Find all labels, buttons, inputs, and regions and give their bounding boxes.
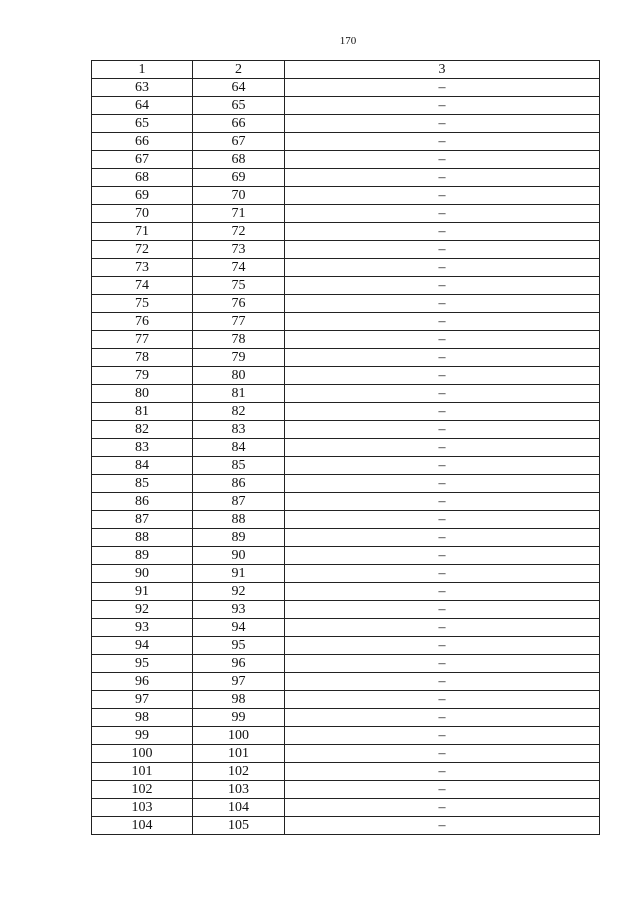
table-cell: 96 bbox=[193, 655, 285, 673]
table-cell: 66 bbox=[92, 133, 193, 151]
column-header: 1 bbox=[92, 61, 193, 79]
table-cell: – bbox=[285, 565, 600, 583]
table-cell: 105 bbox=[193, 817, 285, 835]
table-cell: 92 bbox=[92, 601, 193, 619]
table-cell: 83 bbox=[92, 439, 193, 457]
table-row bbox=[92, 457, 600, 475]
table-cell: 96 bbox=[92, 673, 193, 691]
table-cell: 90 bbox=[92, 565, 193, 583]
table-cell: 95 bbox=[193, 637, 285, 655]
table-cell: 80 bbox=[193, 367, 285, 385]
table-cell: – bbox=[285, 457, 600, 475]
table-cell: – bbox=[285, 817, 600, 835]
table-cell: 69 bbox=[92, 187, 193, 205]
table-row bbox=[92, 727, 600, 745]
table-cell: 82 bbox=[92, 421, 193, 439]
table-cell: – bbox=[285, 799, 600, 817]
table-cell: 79 bbox=[193, 349, 285, 367]
table-cell: 65 bbox=[193, 97, 285, 115]
table-row bbox=[92, 745, 600, 763]
table-cell: 90 bbox=[193, 547, 285, 565]
table-cell: 86 bbox=[193, 475, 285, 493]
table-cell: 72 bbox=[92, 241, 193, 259]
table-cell: – bbox=[285, 97, 600, 115]
table-cell: 97 bbox=[92, 691, 193, 709]
table-cell: 81 bbox=[193, 385, 285, 403]
table-cell: 93 bbox=[193, 601, 285, 619]
table-cell: 69 bbox=[193, 169, 285, 187]
table-cell: – bbox=[285, 151, 600, 169]
table-row bbox=[92, 187, 600, 205]
table-cell: – bbox=[285, 619, 600, 637]
table-row bbox=[92, 655, 600, 673]
table-cell: – bbox=[285, 241, 600, 259]
table-cell: 75 bbox=[92, 295, 193, 313]
table-cell: 74 bbox=[92, 277, 193, 295]
table-row bbox=[92, 601, 600, 619]
table-row bbox=[92, 493, 600, 511]
table-cell: – bbox=[285, 547, 600, 565]
table-cell: 95 bbox=[92, 655, 193, 673]
table-cell: 66 bbox=[193, 115, 285, 133]
table-cell: 102 bbox=[193, 763, 285, 781]
table-cell: 78 bbox=[193, 331, 285, 349]
table-cell: – bbox=[285, 403, 600, 421]
table-cell: 87 bbox=[193, 493, 285, 511]
table-cell: 83 bbox=[193, 421, 285, 439]
table-cell: – bbox=[285, 313, 600, 331]
table-cell: 64 bbox=[92, 97, 193, 115]
table-cell: – bbox=[285, 763, 600, 781]
table-cell: 65 bbox=[92, 115, 193, 133]
table-cell: 84 bbox=[92, 457, 193, 475]
table-cell: 68 bbox=[193, 151, 285, 169]
table-cell: 82 bbox=[193, 403, 285, 421]
table-cell: – bbox=[285, 673, 600, 691]
table-row bbox=[92, 817, 600, 835]
table-cell: 92 bbox=[193, 583, 285, 601]
table-row bbox=[92, 583, 600, 601]
table-cell: 68 bbox=[92, 169, 193, 187]
table-cell: 75 bbox=[193, 277, 285, 295]
table-row bbox=[92, 367, 600, 385]
table-row bbox=[92, 439, 600, 457]
table-cell: – bbox=[285, 691, 600, 709]
table-cell: – bbox=[285, 205, 600, 223]
table-row bbox=[92, 619, 600, 637]
table-cell: 70 bbox=[193, 187, 285, 205]
table-cell: 104 bbox=[92, 817, 193, 835]
table-cell: 80 bbox=[92, 385, 193, 403]
table-cell: – bbox=[285, 655, 600, 673]
table-row bbox=[92, 133, 600, 151]
table-cell: 98 bbox=[193, 691, 285, 709]
table-row bbox=[92, 169, 600, 187]
table-cell: 101 bbox=[92, 763, 193, 781]
table-header bbox=[92, 61, 600, 79]
table-row bbox=[92, 385, 600, 403]
table-cell: 78 bbox=[92, 349, 193, 367]
table-cell: – bbox=[285, 637, 600, 655]
table-cell: 74 bbox=[193, 259, 285, 277]
table-cell: 103 bbox=[92, 799, 193, 817]
table-row bbox=[92, 115, 600, 133]
column-header: 3 bbox=[285, 61, 600, 79]
table-cell: 94 bbox=[193, 619, 285, 637]
table-cell: 88 bbox=[92, 529, 193, 547]
table-row bbox=[92, 475, 600, 493]
table-cell: – bbox=[285, 115, 600, 133]
table-cell: 76 bbox=[193, 295, 285, 313]
table-cell: – bbox=[285, 439, 600, 457]
table-cell: – bbox=[285, 133, 600, 151]
table-cell: 91 bbox=[193, 565, 285, 583]
table-row bbox=[92, 691, 600, 709]
table-cell: 72 bbox=[193, 223, 285, 241]
table-cell: 99 bbox=[193, 709, 285, 727]
table-cell: 85 bbox=[193, 457, 285, 475]
table-cell: – bbox=[285, 385, 600, 403]
table-cell: 71 bbox=[92, 223, 193, 241]
table-cell: 77 bbox=[92, 331, 193, 349]
table-cell: – bbox=[285, 79, 600, 97]
table-row bbox=[92, 781, 600, 799]
header-row bbox=[92, 61, 600, 79]
table-row bbox=[92, 709, 600, 727]
table-row bbox=[92, 97, 600, 115]
table-row bbox=[92, 403, 600, 421]
table-row bbox=[92, 331, 600, 349]
data-table bbox=[91, 60, 600, 835]
table-row bbox=[92, 799, 600, 817]
table-cell: 102 bbox=[92, 781, 193, 799]
table-cell: 81 bbox=[92, 403, 193, 421]
table-cell: 73 bbox=[92, 259, 193, 277]
table-cell: 97 bbox=[193, 673, 285, 691]
table-cell: – bbox=[285, 421, 600, 439]
table-cell: – bbox=[285, 349, 600, 367]
table-row bbox=[92, 79, 600, 97]
table-cell: 88 bbox=[193, 511, 285, 529]
table-cell: – bbox=[285, 331, 600, 349]
table-row bbox=[92, 223, 600, 241]
table-cell: 89 bbox=[92, 547, 193, 565]
table-cell: 77 bbox=[193, 313, 285, 331]
table-cell: 64 bbox=[193, 79, 285, 97]
table-row bbox=[92, 349, 600, 367]
table-cell: 101 bbox=[193, 745, 285, 763]
table-cell: 100 bbox=[193, 727, 285, 745]
table-cell: – bbox=[285, 583, 600, 601]
table-row bbox=[92, 295, 600, 313]
table-cell: 91 bbox=[92, 583, 193, 601]
table-cell: 89 bbox=[193, 529, 285, 547]
table-cell: 93 bbox=[92, 619, 193, 637]
table-cell: 103 bbox=[193, 781, 285, 799]
table-row bbox=[92, 673, 600, 691]
table-cell: – bbox=[285, 169, 600, 187]
table-cell: – bbox=[285, 529, 600, 547]
table-cell: – bbox=[285, 223, 600, 241]
table-cell: – bbox=[285, 745, 600, 763]
table-cell: – bbox=[285, 277, 600, 295]
table-row bbox=[92, 763, 600, 781]
table-row bbox=[92, 151, 600, 169]
table-cell: 104 bbox=[193, 799, 285, 817]
table-cell: – bbox=[285, 187, 600, 205]
table-cell: 76 bbox=[92, 313, 193, 331]
table-cell: – bbox=[285, 475, 600, 493]
table-row bbox=[92, 313, 600, 331]
table-row bbox=[92, 259, 600, 277]
table-row bbox=[92, 565, 600, 583]
table-row bbox=[92, 511, 600, 529]
table-cell: 67 bbox=[92, 151, 193, 169]
column-header: 2 bbox=[193, 61, 285, 79]
table-row bbox=[92, 637, 600, 655]
table-cell: – bbox=[285, 781, 600, 799]
table-cell: 94 bbox=[92, 637, 193, 655]
table-cell: – bbox=[285, 367, 600, 385]
table-cell: 84 bbox=[193, 439, 285, 457]
table-cell: – bbox=[285, 511, 600, 529]
table-cell: 73 bbox=[193, 241, 285, 259]
table-cell: 100 bbox=[92, 745, 193, 763]
table-row bbox=[92, 421, 600, 439]
table-cell: 63 bbox=[92, 79, 193, 97]
table-cell: 71 bbox=[193, 205, 285, 223]
table-cell: 70 bbox=[92, 205, 193, 223]
table-row bbox=[92, 277, 600, 295]
table-row bbox=[92, 241, 600, 259]
table-cell: – bbox=[285, 295, 600, 313]
table-cell: 99 bbox=[92, 727, 193, 745]
table-cell: 98 bbox=[92, 709, 193, 727]
table-row bbox=[92, 205, 600, 223]
table-cell: – bbox=[285, 493, 600, 511]
table-cell: – bbox=[285, 709, 600, 727]
table-cell: – bbox=[285, 259, 600, 277]
table-cell: 85 bbox=[92, 475, 193, 493]
page-number: 170 bbox=[339, 35, 357, 47]
table-row bbox=[92, 529, 600, 547]
table-body bbox=[92, 79, 600, 835]
table-cell: 79 bbox=[92, 367, 193, 385]
table-cell: 87 bbox=[92, 511, 193, 529]
table-cell: 67 bbox=[193, 133, 285, 151]
table-cell: – bbox=[285, 727, 600, 745]
table-row bbox=[92, 547, 600, 565]
table-cell: 86 bbox=[92, 493, 193, 511]
table-cell: – bbox=[285, 601, 600, 619]
